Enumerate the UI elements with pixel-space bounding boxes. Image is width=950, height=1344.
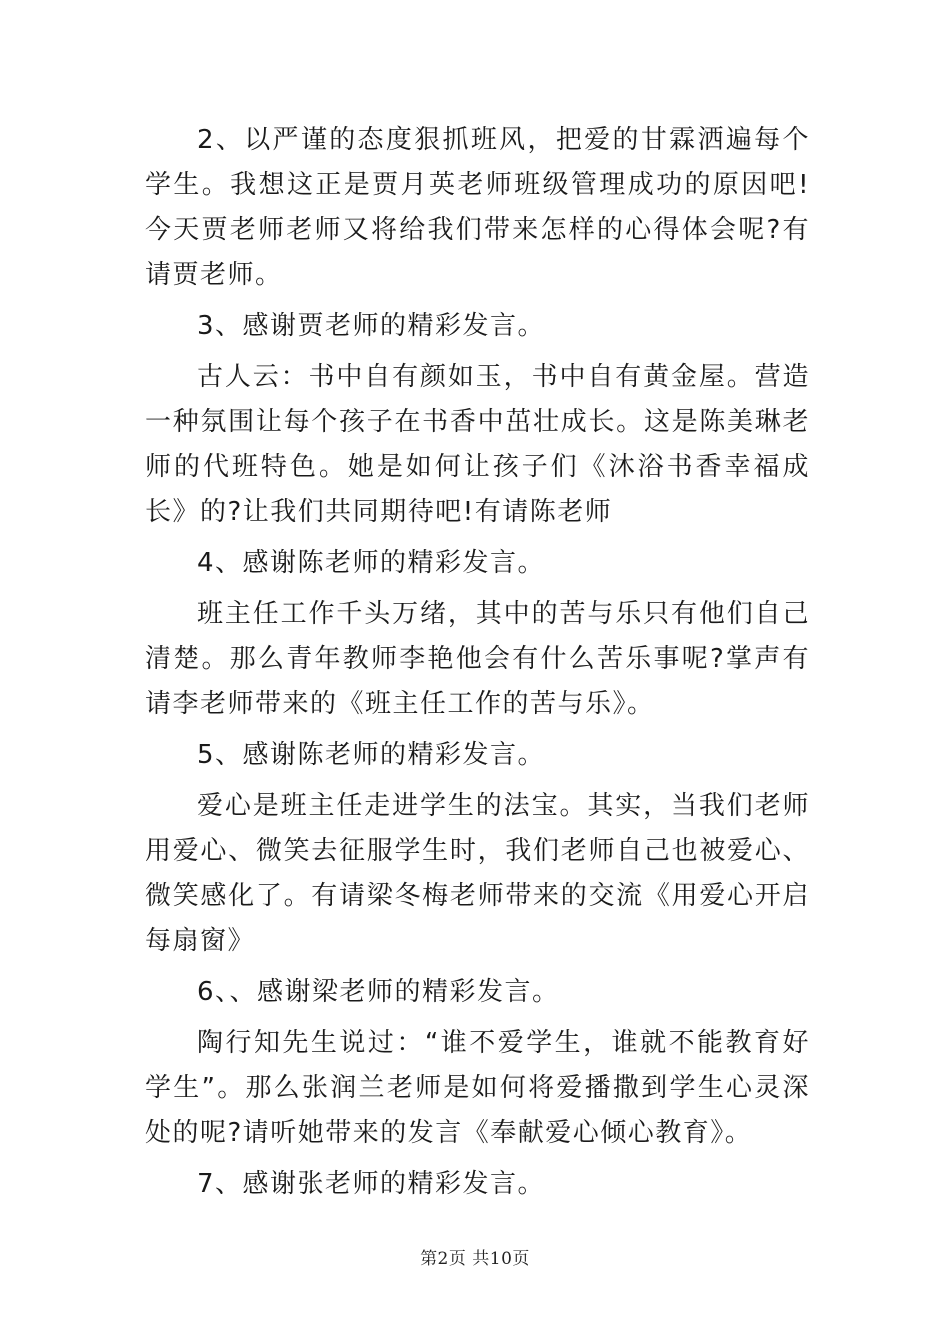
paragraph-intro-chen: 古人云：书中自有颜如玉，书中自有黄金屋。营造一种氛围让每个孩子在书香中茁壮成长。这是陈美琳老师的代班特色。她是如何让孩子们《沐浴书香幸福成长》的?让我们共同期待吧!有请陈老师 <box>145 362 810 527</box>
paragraph-thanks-3: 3、感谢贾老师的精彩发言。 <box>197 311 546 341</box>
paragraph-thanks-5: 5、感谢陈老师的精彩发言。 <box>197 740 546 770</box>
document-body <box>145 118 810 1213</box>
paragraph-intro-li: 班主任工作千头万绪，其中的苦与乐只有他们自己清楚。那么青年教师李艳他会有什么苦乐事呢?掌声有请李老师带来的《班主任工作的苦与乐》。 <box>145 599 810 719</box>
paragraph-thanks-4: 4、感谢陈老师的精彩发言。 <box>197 548 546 578</box>
paragraph-intro-zhang: 陶行知先生说过：“谁不爱学生，谁就不能教育好学生”。那么张润兰老师是如何将爱播撒到学生心灵深处的呢?请听她带来的发言《奉献爱心倾心教育》。 <box>145 1028 810 1148</box>
paragraph-intro-liang: 爱心是班主任走进学生的法宝。其实，当我们老师用爱心、微笑去征服学生时，我们老师自己也被爱心、微笑感化了。有请梁冬梅老师带来的交流《用爱心开启每扇窗》 <box>145 791 810 956</box>
page-number-footer: 第2页 共10页 <box>420 1249 530 1269</box>
paragraph-thanks-7: 7、感谢张老师的精彩发言。 <box>197 1169 546 1199</box>
paragraph-thanks-6: 6、、感谢梁老师的精彩发言。 <box>197 977 560 1007</box>
paragraph-item-2: 2、以严谨的态度狠抓班风，把爱的甘霖洒遍每个学生。我想这正是贾月英老师班级管理成功的原因吧!今天贾老师老师又将给我们带来怎样的心得体会呢?有请贾老师。 <box>145 125 810 290</box>
